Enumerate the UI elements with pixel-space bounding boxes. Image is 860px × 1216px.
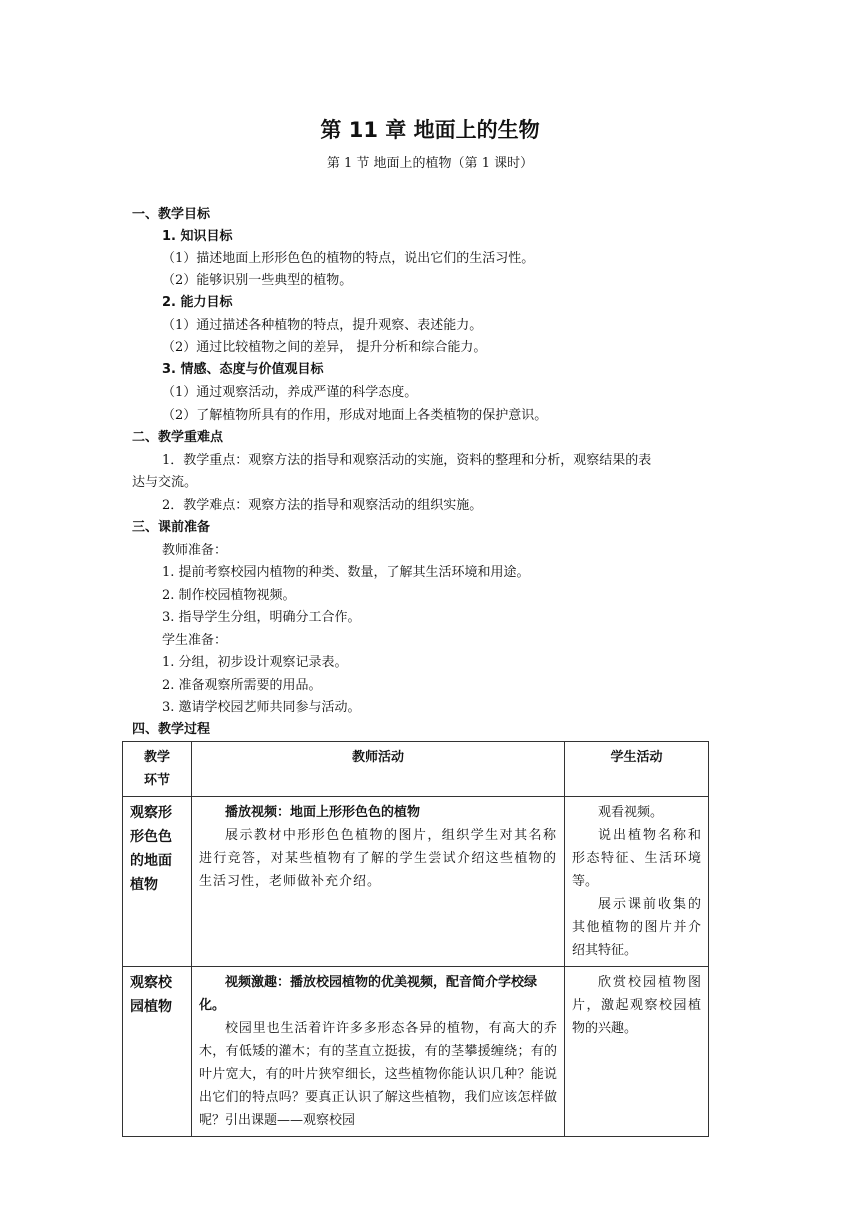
student-cell — [565, 797, 709, 967]
text-line: （1）通过观察活动，养成严谨的科学态度。 — [162, 385, 418, 400]
text-line: （2）能够识别一些典型的植物。 — [162, 273, 353, 288]
teacher-cell — [192, 967, 565, 1137]
header-student: 学生活动 — [565, 742, 709, 797]
text-line: 2. 准备观察所需要的用品。 — [162, 678, 322, 693]
text-line: 1. 分组，初步设计观察记录表。 — [162, 655, 348, 670]
text-line: 3. 指导学生分组，明确分工合作。 — [162, 610, 361, 625]
section-heading: 二、教学重难点 — [132, 430, 224, 445]
text-line: 1. 提前考察校园内植物的种类、数量，了解其生活环境和用途。 — [162, 565, 530, 580]
stage-cell: 观察形 形色色 的地面 植物 — [123, 797, 192, 967]
section-heading: 三、课前准备 — [132, 520, 211, 535]
teaching-process-table — [122, 741, 709, 1137]
text-line: （2）了解植物所具有的作用，形成对地面上各类植物的保护意识。 — [162, 408, 548, 423]
page-title: 第 11 章 地面上的生物 — [320, 118, 540, 142]
section-heading: 四、教学过程 — [132, 722, 211, 737]
header-teacher: 教师活动 — [192, 742, 565, 797]
text-line: 学生准备： — [162, 633, 228, 648]
student-cell — [565, 967, 709, 1137]
header-stage: 教学 环节 — [123, 742, 192, 797]
text-line: 1．教学重点：观察方法的指导和观察活动的实施，资料的整理和分析，观察结果的表 — [162, 453, 652, 468]
section-heading: 2. 能力目标 — [162, 295, 233, 310]
teacher-bold-text: 播放视频：地面上形形色色的植物 — [225, 805, 421, 820]
student-text: 观看视频。 — [598, 805, 664, 820]
text-line: （1）描述地面上形形色色的植物的特点，说出它们的生活习性。 — [162, 251, 535, 266]
teacher-cell — [192, 797, 565, 967]
page-subtitle: 第 1 节 地面上的植物（第 1 课时） — [326, 156, 534, 171]
text-line: 2．教学难点：观察方法的指导和观察活动的组织实施。 — [162, 498, 483, 513]
stage-cell: 观察校 园植物 — [123, 967, 192, 1137]
student-text: 欣赏校园植物图片，激起观察校园植物的兴趣。 — [572, 975, 701, 1036]
text-line: 教师准备： — [162, 543, 228, 558]
text-line: 2. 制作校园植物视频。 — [162, 588, 296, 603]
teacher-text: 校园里也生活着许许多多形态各异的植物，有高大的乔木，有低矮的灌木；有的茎直立挺拔，有的茎攀援缠绕；有的叶片宽大，有的叶片狭窄细长，这些植物你能认识几种？能说出它们的特点吗？要真正认识了解这些植物，我们应该怎样做呢？引出课题——观察校园 — [199, 1021, 557, 1128]
text-line: （1）通过描述各种植物的特点，提升观察、表述能力。 — [162, 318, 483, 333]
teacher-text: 展示教材中形形色色植物的图片，组织学生对其名称进行竞答，对某些植物有了解的学生尝试介绍这些植物的生活习性，老师做补充介绍。 — [199, 828, 557, 889]
text-line: （2）通过比较植物之间的差异， 提升分析和综合能力。 — [162, 340, 487, 355]
section-heading: 一、教学目标 — [132, 207, 211, 222]
student-text: 说出植物名称和形态特征、生活环境等。 — [572, 828, 701, 889]
table-row — [123, 967, 709, 1137]
student-text: 展示课前收集的其他植物的图片并介绍其特征。 — [572, 897, 701, 958]
table-row — [123, 797, 709, 967]
table-header-row — [123, 742, 709, 797]
text-line: 3. 邀请学校园艺师共同参与活动。 — [162, 700, 361, 715]
section-heading: 1. 知识目标 — [162, 229, 233, 244]
teacher-bold-text: 视频激趣：播放校园植物的优美视频，配音简介学校绿化。 — [199, 975, 538, 1013]
section-heading: 3. 情感、态度与价值观目标 — [162, 362, 324, 377]
text-line: 达与交流。 — [132, 475, 198, 490]
